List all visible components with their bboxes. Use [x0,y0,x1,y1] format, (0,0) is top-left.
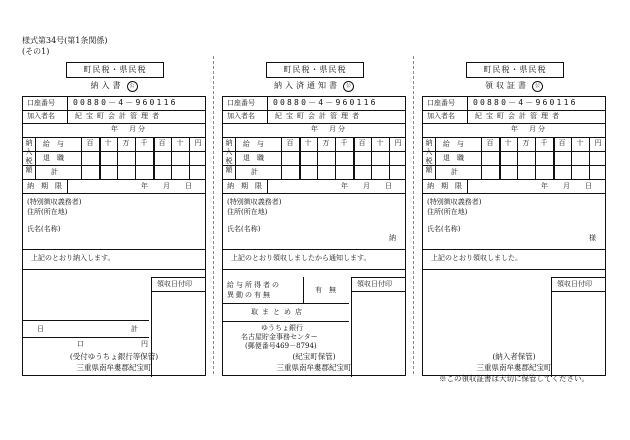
rule [23,337,149,338]
collect-label: 取まとめ店 [251,308,306,316]
digit-label: 万 [322,139,330,147]
amount-vertical-label: 納入税額 [425,139,433,174]
rule [81,137,82,179]
form-table [22,96,206,376]
rule [151,291,205,292]
rule [335,137,336,179]
rule [23,165,205,166]
footer-town: 三重県南牟婁郡紀宝町 [476,363,552,372]
tax-title: 町民税・県民税 [66,62,164,78]
rule [423,249,605,250]
rule [389,137,390,179]
rule [481,137,482,179]
rule [35,137,36,179]
digit-label: 十 [504,139,512,147]
digit-label: 円 [194,139,202,147]
rule [267,97,268,123]
digit-label: 百 [486,139,494,147]
total-label: 計 [451,168,458,176]
change-label-2: 異動の有無 [227,291,272,299]
address-label: 住所(所在地) [27,208,68,216]
rule [423,269,605,270]
account-label: 口座番号 [227,99,255,107]
rule [235,151,405,152]
tax-title: 町民税・県民税 [266,62,364,78]
rule [551,277,552,377]
name-suffix: 納 [389,234,396,242]
rule [23,320,149,321]
rule [223,321,349,322]
bank-center: 名古屋貯金事務センター [241,333,318,341]
rule [267,179,268,193]
total-label: 計 [251,168,258,176]
form-number: 様式第34号(第1条関係) [22,36,108,45]
footer-note: ※この領収証書は大切に保管してください。 [439,374,589,383]
retire-label: 退 職 [443,154,464,162]
rule [423,179,605,180]
footer-keeper: (紀宝町保管) [292,352,336,361]
rule [435,151,605,152]
rule [423,193,605,194]
rule [517,137,518,179]
rule [151,277,205,278]
rule [23,137,205,138]
digit-label: 十 [576,139,584,147]
rule [571,137,572,179]
rule [299,137,301,179]
change-value: 有 無 [315,286,336,294]
name-label: 氏名(名称) [427,225,461,233]
statement-text: 上記のとおり納入します。 [31,254,115,262]
rule [223,269,405,270]
holder-name: 紀宝町会計管理者 [475,112,563,120]
digit-label: 千 [340,139,348,147]
day-label: 日 [37,325,44,333]
year-month: 年 月分 [511,125,547,133]
rule [423,123,605,124]
rule [423,110,605,111]
total-label-2: 計 [131,325,138,333]
rule [23,249,205,250]
rule [371,137,372,179]
rule [551,277,605,278]
digit-label: 千 [140,139,148,147]
official-seal-icon: 公 [532,81,543,92]
retire-label: 退 職 [243,154,264,162]
obligor-label: (特別徴収義務者) [27,198,82,206]
digit-label: 百 [86,139,94,147]
rule [535,137,536,179]
rule [351,277,352,377]
due-label: 納 期 限 [27,182,62,190]
rule [23,269,205,270]
rule [553,137,555,179]
holder-label: 加入者名 [27,112,55,120]
due-label: 納 期 限 [227,182,262,190]
rule [435,137,436,179]
rule [235,137,236,179]
footer-keeper: (受付ゆうちょ銀行等保管) [69,352,159,361]
name-label: 氏名(名称) [27,225,61,233]
tear-line-1 [213,56,214,374]
rule [589,137,590,179]
rule [151,277,152,377]
form-table [422,96,606,376]
digit-label: 十 [176,139,184,147]
stamp-label: 領収日付印 [157,280,192,288]
holder-label: 加入者名 [427,112,455,120]
digit-label: 千 [540,139,548,147]
footer-town: 三重県南牟婁郡紀宝町 [76,363,152,372]
rule [23,110,205,111]
due-label: 納 期 限 [427,182,462,190]
rule [467,97,468,123]
statement-text: 上記のとおり領収しましたから通知します。 [231,254,371,262]
digit-label: 十 [376,139,384,147]
year-month: 年 月分 [111,125,147,133]
rule [35,151,205,152]
official-seal-icon: 公 [127,81,138,92]
rule [153,137,155,179]
rule [223,165,405,166]
rule [223,249,405,250]
bank-postal: (郵便番号469－8794) [245,342,317,350]
statement-text: 上記のとおり領収しました。 [431,254,522,262]
rule [499,137,501,179]
rule [23,193,205,194]
form-sub: (その1) [22,47,50,56]
footer-town: 三重県南牟婁郡紀宝町 [276,363,352,372]
account-number: 00880－4－960116 [273,98,378,107]
rule [467,179,468,193]
obligor-label: (特別徴収義務者) [427,198,482,206]
digit-label: 万 [122,139,130,147]
rule [223,303,349,304]
amount-vertical-label: 納入税額 [225,139,233,174]
rule [303,277,304,303]
digit-label: 円 [394,139,402,147]
rule [171,137,172,179]
rule [223,123,405,124]
name-suffix: 様 [589,234,596,242]
holder-name: 紀宝町会計管理者 [275,112,363,120]
rule [317,137,318,179]
digit-label: 円 [594,139,602,147]
rule [135,137,136,179]
digit-label: 百 [286,139,294,147]
account-number: 00880－4－960116 [73,98,178,107]
change-label-1: 給与所得者の [227,281,281,289]
panel-subtitle [422,80,606,92]
salary-label: 給 与 [243,140,264,148]
rule [281,137,282,179]
due-date: 年 月 日 [541,182,596,190]
rule [351,291,405,292]
subtitle-text: 領収証書 [485,81,529,90]
rule [189,137,190,179]
rule [551,291,605,292]
stamp-label: 領収日付印 [557,280,592,288]
footer-keeper: (納入者保管) [492,352,536,361]
digit-label: 百 [358,139,366,147]
rule [423,165,605,166]
total-label: 計 [51,168,58,176]
year-month: 年 月分 [311,125,347,133]
digit-label: 百 [158,139,166,147]
panel-subtitle [22,80,206,92]
form-table [222,96,406,376]
digit-label: 十 [304,139,312,147]
address-label: 住所(所在地) [227,208,268,216]
rule [117,137,118,179]
due-date: 年 月 日 [141,182,196,190]
unit-label: 口 [77,340,84,348]
subtitle-text: 納入済通知書 [274,81,340,90]
salary-label: 給 与 [443,140,464,148]
rule [67,97,68,123]
account-label: 口座番号 [27,99,55,107]
account-number: 00880－4－960116 [473,98,578,107]
rule [99,137,101,179]
rule [223,110,405,111]
holder-name: 紀宝町会計管理者 [75,112,163,120]
rule [223,179,405,180]
holder-label: 加入者名 [227,112,255,120]
rule [23,123,205,124]
salary-label: 給 与 [43,140,64,148]
rule [223,193,405,194]
rule [351,277,405,278]
rule [423,137,605,138]
rule [223,137,405,138]
account-label: 口座番号 [427,99,455,107]
yen-label: 円 [141,340,148,348]
stamp-label: 領収日付印 [357,280,392,288]
retire-label: 退 職 [43,154,64,162]
digit-label: 十 [104,139,112,147]
amount-vertical-label: 納入税額 [25,139,33,174]
panel-subtitle [222,80,406,92]
tax-title: 町民税・県民税 [466,62,564,78]
rule [23,179,205,180]
obligor-label: (特別徴収義務者) [227,198,282,206]
digit-label: 万 [522,139,530,147]
bank-name: ゆうちょ銀行 [261,324,303,332]
official-seal-icon: 公 [343,81,354,92]
due-date: 年 月 日 [341,182,396,190]
tear-line-2 [413,56,414,374]
rule [67,179,68,193]
name-label: 氏名(名称) [227,225,261,233]
address-label: 住所(所在地) [427,208,468,216]
rule [353,137,355,179]
digit-label: 百 [558,139,566,147]
subtitle-text: 納入書 [90,81,124,90]
